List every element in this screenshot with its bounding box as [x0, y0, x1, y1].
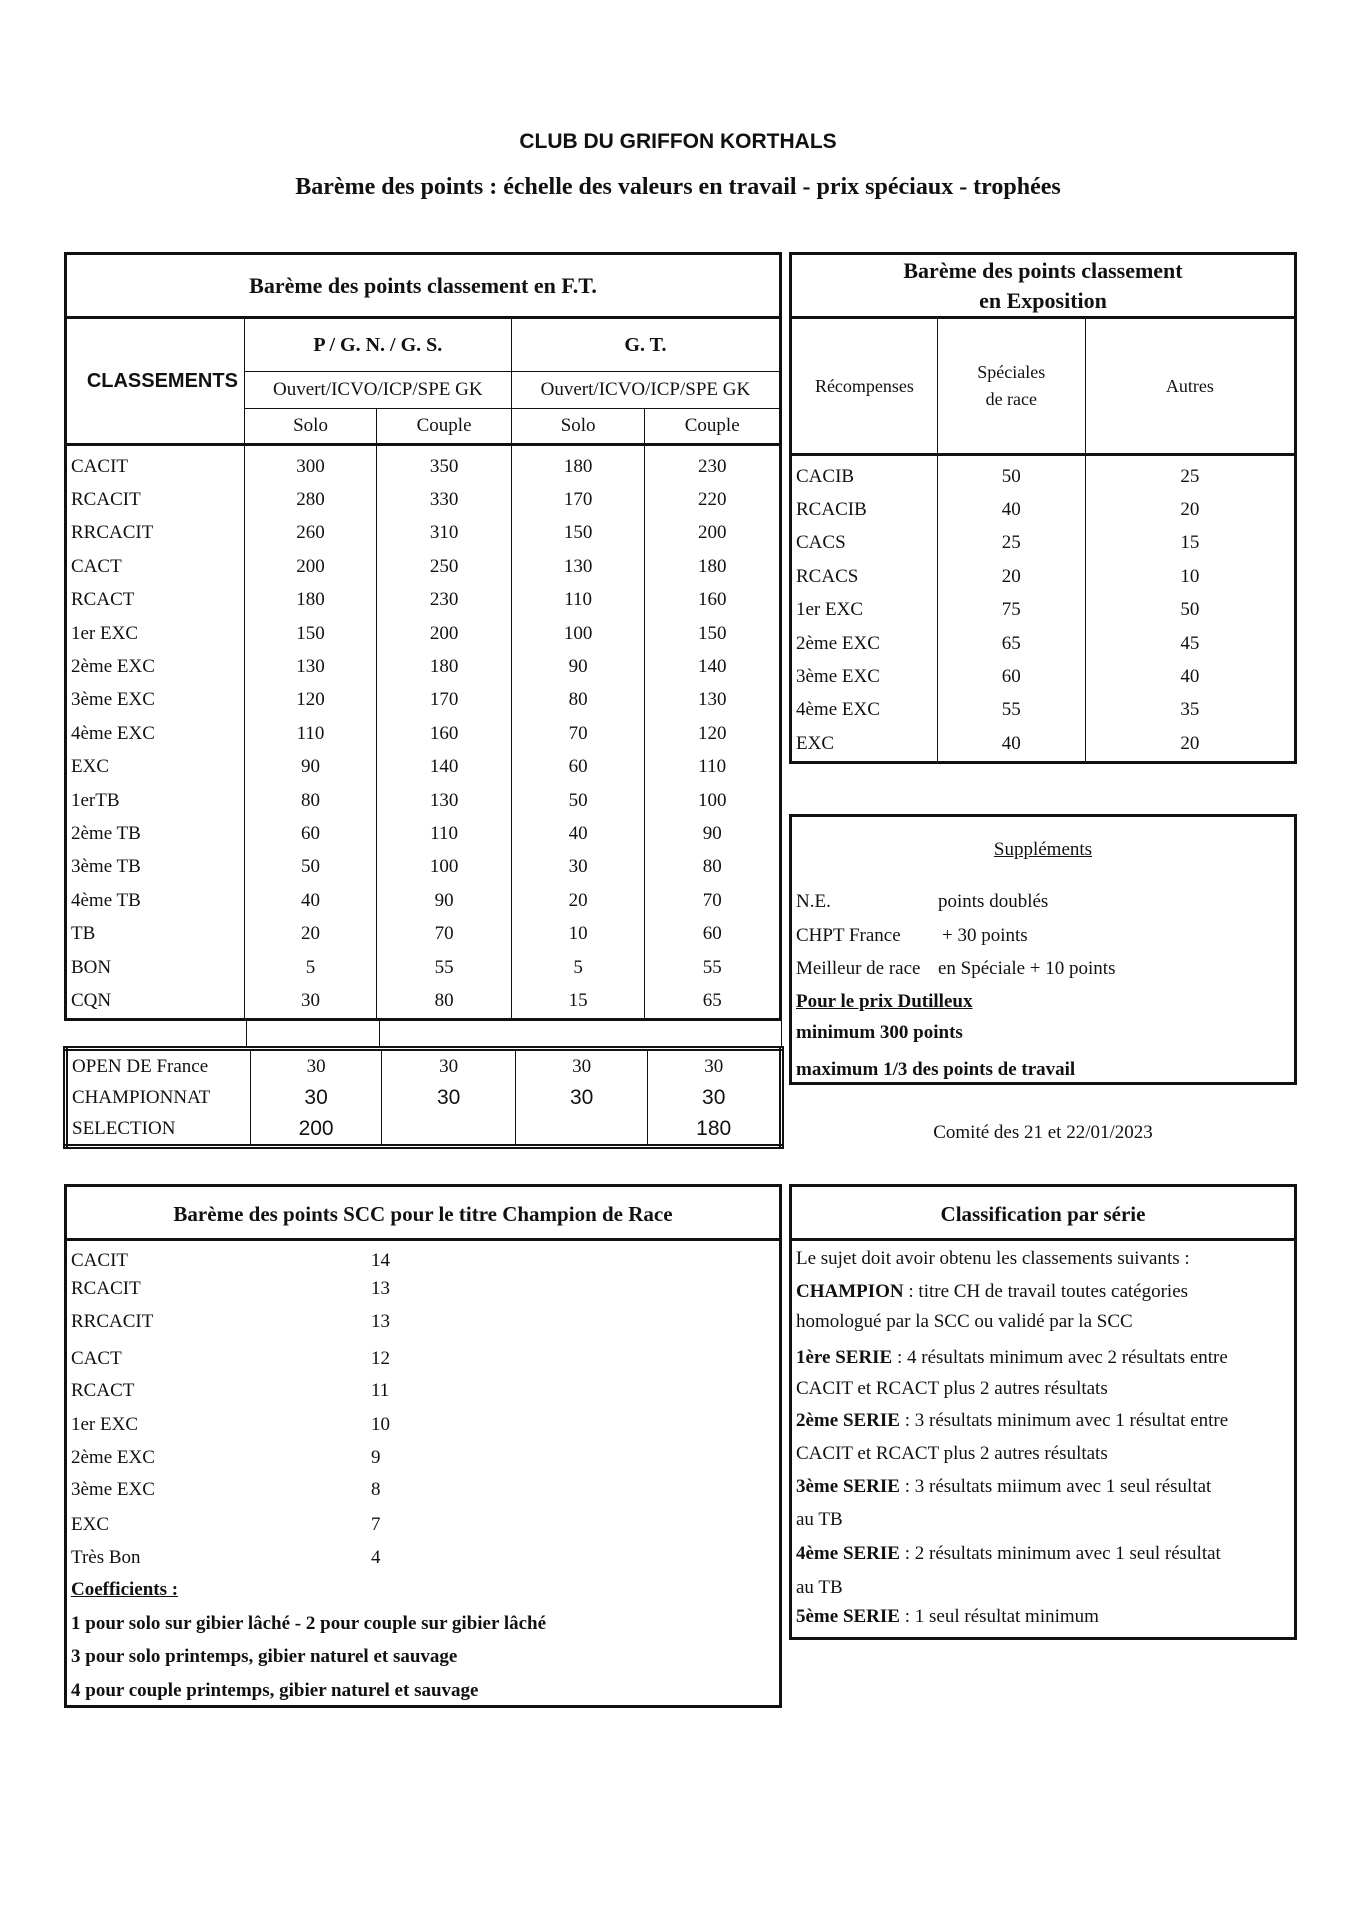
- scc-row-value: 11: [371, 1380, 390, 1401]
- ft-cell-value: 130: [377, 784, 512, 817]
- scc-champion-table: [64, 1184, 782, 1708]
- classements-header: CLASSEMENTS: [66, 318, 245, 445]
- open-cell-value: 30: [250, 1082, 382, 1113]
- serie-5: 5ème SERIE : 1 seul résultat minimum: [796, 1606, 1099, 1627]
- ft-row-label: TB: [66, 917, 245, 950]
- ft-table-row: [66, 684, 781, 717]
- expo-table-row: [791, 627, 1296, 660]
- ft-cell-value: 90: [377, 884, 512, 917]
- ft-cell-value: 55: [377, 951, 512, 984]
- ft-row-label: RCACIT: [66, 483, 245, 516]
- scc-row-label: CACIT: [71, 1250, 128, 1271]
- page-subtitle: Barème des points : échelle des valeurs en travail - prix spéciaux - trophées: [295, 174, 1061, 200]
- ft-table-row: [66, 851, 781, 884]
- open-cell-value: [515, 1113, 648, 1147]
- ft-table-row: [66, 984, 781, 1019]
- col-header-recompenses: Récompenses: [791, 318, 938, 455]
- ft-cell-value: 30: [511, 851, 645, 884]
- ft-cell-value: 260: [244, 517, 377, 550]
- col-header-autres: Autres: [1165, 375, 1214, 396]
- expo-table-row: [791, 527, 1296, 560]
- scc-row-label: RRCACIT: [71, 1311, 154, 1332]
- ft-cell-value: 40: [511, 817, 645, 850]
- club-title: CLUB DU GRIFFON KORTHALS: [519, 130, 837, 153]
- ft-table-row: [66, 817, 781, 850]
- scc-row-value: 13: [371, 1311, 390, 1332]
- ft-cell-value: 330: [377, 483, 512, 516]
- scc-row-value: 12: [371, 1348, 390, 1369]
- ft-cell-value: 50: [511, 784, 645, 817]
- subheader-ouvert-1: Ouvert/ICVO/ICP/SPE GK: [244, 372, 511, 409]
- ft-row-label: RCACT: [66, 584, 245, 617]
- expo-cell-value: 50: [1180, 599, 1200, 621]
- ft-cell-value: 120: [697, 722, 727, 744]
- ft-cell-value: 300: [244, 445, 377, 484]
- serie-4: 4ème SERIE : 2 résultats minimum avec 1 seul résultat: [796, 1543, 1221, 1564]
- open-cell-value: 30: [515, 1082, 648, 1113]
- ft-cell-value: 310: [377, 517, 512, 550]
- expo-cell-value: 75: [937, 594, 1085, 627]
- ft-cell-value: 5: [511, 951, 645, 984]
- expo-cell-value: 40: [937, 493, 1085, 526]
- ft-cell-value: 220: [697, 489, 727, 511]
- ft-cell-value: 65: [702, 989, 722, 1011]
- expo-cell-value: 55: [937, 694, 1085, 727]
- expo-cell-value: 45: [1180, 632, 1200, 654]
- ft-cell-value: 250: [377, 550, 512, 583]
- ft-row-label: CQN: [66, 984, 245, 1019]
- scc-row-label: RCACIT: [71, 1278, 141, 1299]
- scc-row-label: CACT: [71, 1348, 122, 1369]
- comite-date: Comité des 21 et 22/01/2023: [933, 1122, 1153, 1143]
- expo-table-row: [791, 660, 1296, 693]
- ft-points-table: [64, 252, 782, 1021]
- ft-cell-value: 150: [244, 617, 377, 650]
- scc-row-label: 2ème EXC: [71, 1447, 155, 1468]
- ft-cell-value: 150: [697, 622, 727, 644]
- ft-cell-value: 170: [511, 483, 645, 516]
- ft-row-label: EXC: [66, 751, 245, 784]
- scc-row-value: 8: [371, 1479, 381, 1500]
- open-cell-value: [382, 1113, 516, 1147]
- expo-cell-value: 25: [937, 527, 1085, 560]
- group-header-pgngs: P / G. N. / G. S.: [244, 318, 511, 372]
- ft-cell-value: 10: [511, 917, 645, 950]
- scc-row-label: RCACT: [71, 1380, 135, 1401]
- ft-cell-value: 90: [244, 751, 377, 784]
- ft-row-label: 4ème EXC: [66, 717, 245, 750]
- ft-cell-value: 30: [244, 984, 377, 1019]
- expo-table-row: [791, 594, 1296, 627]
- col-header-speciales: Spéciales de race: [937, 318, 1085, 455]
- expo-cell-value: 65: [937, 627, 1085, 660]
- ft-cell-value: 110: [377, 817, 512, 850]
- ft-table-row: [66, 884, 781, 917]
- ft-cell-value: 80: [244, 784, 377, 817]
- serie-4-cont: au TB: [796, 1577, 843, 1598]
- ft-cell-value: 170: [377, 684, 512, 717]
- ft-cell-value: 15: [511, 984, 645, 1019]
- scc-row-value: 10: [371, 1414, 390, 1435]
- expo-cell-value: 10: [1180, 565, 1200, 587]
- scc-row-label: 3ème EXC: [71, 1479, 155, 1500]
- serie-table-title: Classification par série: [792, 1187, 1294, 1241]
- ft-table-body: [66, 445, 781, 1020]
- coefficients-title: Coefficients :: [71, 1579, 179, 1600]
- expo-cell-value: 60: [937, 660, 1085, 693]
- serie-1-cont: CACIT et RCACT plus 2 autres résultats: [796, 1378, 1108, 1399]
- serie-classification-table: [789, 1184, 1297, 1640]
- open-cell-value: 30: [515, 1049, 648, 1083]
- open-row-label: CHAMPIONNAT: [66, 1082, 251, 1113]
- serie-3: 3ème SERIE : 3 résultats miimum avec 1 seul résultat: [796, 1476, 1212, 1497]
- scc-row-label: EXC: [71, 1514, 109, 1535]
- ft-cell-value: 60: [244, 817, 377, 850]
- ft-cell-value: 130: [511, 550, 645, 583]
- ft-table-row: [66, 917, 781, 950]
- scc-row-value: 13: [371, 1278, 390, 1299]
- supp-chpt-value: + 30 points: [942, 925, 1028, 946]
- ft-cell-value: 350: [377, 445, 512, 484]
- col-header-couple: Couple: [645, 409, 781, 445]
- coefficient-3: 4 pour couple printemps, gibier naturel et sauvage: [71, 1680, 479, 1701]
- expo-table-title: Barème des points classement en Exposition: [791, 254, 1296, 318]
- ft-row-label: CACIT: [66, 445, 245, 484]
- ft-cell-value: 70: [511, 717, 645, 750]
- ft-cell-value: 160: [697, 589, 727, 611]
- ft-cell-value: 80: [377, 984, 512, 1019]
- ft-cell-value: 150: [511, 517, 645, 550]
- expo-row-label: RCACIB: [791, 493, 938, 526]
- open-cell-value: 30: [382, 1049, 516, 1083]
- serie-2-cont: CACIT et RCACT plus 2 autres résultats: [796, 1443, 1108, 1464]
- ft-cell-value: 230: [645, 445, 781, 484]
- expo-cell-value: 40: [937, 727, 1085, 762]
- expo-points-table: [789, 252, 1297, 764]
- serie-1: 1ère SERIE : 4 résultats minimum avec 2 résultats entre: [796, 1347, 1228, 1368]
- ft-cell-value: 20: [244, 917, 377, 950]
- serie-champion-cont: homologué par la SCC ou validé par la SCC: [796, 1311, 1133, 1332]
- ft-table-row: [66, 445, 781, 484]
- expo-row-label: 3ème EXC: [791, 660, 938, 693]
- ft-cell-value: 110: [511, 584, 645, 617]
- expo-table-row: [791, 493, 1296, 526]
- ft-cell-value: 180: [244, 584, 377, 617]
- open-row-label: SELECTION: [66, 1113, 251, 1147]
- scc-row-value: 4: [371, 1547, 381, 1568]
- ft-row-label: 1erTB: [66, 784, 245, 817]
- expo-cell-value: 25: [1085, 455, 1295, 494]
- ft-table-row: [66, 751, 781, 784]
- serie-2: 2ème SERIE : 3 résultats minimum avec 1 résultat entre: [796, 1410, 1229, 1431]
- scc-row-value: 7: [371, 1514, 381, 1535]
- expo-table-row: [791, 560, 1296, 593]
- supp-minimum: minimum 300 points: [796, 1022, 963, 1043]
- ft-row-label: BON: [66, 951, 245, 984]
- open-cell-value: 30: [704, 1055, 724, 1077]
- ft-cell-value: 130: [244, 650, 377, 683]
- ft-cell-value: 120: [244, 684, 377, 717]
- expo-cell-value: 40: [1180, 666, 1200, 688]
- supp-ne-value: points doublés: [938, 891, 1049, 912]
- expo-row-label: 1er EXC: [791, 594, 938, 627]
- expo-table-row: [791, 694, 1296, 727]
- ft-cell-value: 55: [702, 956, 722, 978]
- expo-cell-value: 20: [1180, 732, 1200, 754]
- expo-cell-value: 20: [1180, 499, 1200, 521]
- scc-row-value: 14: [371, 1250, 390, 1271]
- ft-table-title: Barème des points classement en F.T.: [66, 254, 781, 318]
- ft-cell-value: 200: [697, 522, 727, 544]
- open-cell-value: 180: [696, 1116, 732, 1140]
- supplements-box: [789, 814, 1297, 1085]
- coefficient-1: 1 pour solo sur gibier lâché - 2 pour couple sur gibier lâché: [71, 1613, 547, 1634]
- ft-cell-value: 100: [697, 789, 727, 811]
- ft-cell-value: 60: [702, 923, 722, 945]
- ft-row-label: 2ème TB: [66, 817, 245, 850]
- ft-cell-value: 110: [244, 717, 377, 750]
- ft-table-row: [66, 650, 781, 683]
- supp-meilleur-value: en Spéciale + 10 points: [938, 958, 1116, 979]
- ft-table-row: [66, 617, 781, 650]
- open-cell-value: 30: [702, 1085, 726, 1109]
- expo-table-row: [791, 455, 1296, 494]
- scc-row-label: Très Bon: [71, 1547, 141, 1568]
- ft-table-row: [66, 584, 781, 617]
- expo-cell-value: 15: [1180, 532, 1200, 554]
- supp-chpt-label: CHPT France: [796, 925, 901, 946]
- expo-cell-value: 35: [1180, 699, 1200, 721]
- ft-table-row: [66, 951, 781, 984]
- open-cell-value: 30: [382, 1082, 516, 1113]
- supp-ne-label: N.E.: [796, 891, 831, 912]
- ft-cell-value: 280: [244, 483, 377, 516]
- ft-cell-value: 5: [244, 951, 377, 984]
- ft-row-label: 3ème EXC: [66, 684, 245, 717]
- scc-row-value: 9: [371, 1447, 381, 1468]
- open-row-label: OPEN DE France: [66, 1049, 251, 1083]
- ft-cell-value: 90: [702, 822, 722, 844]
- open-table-row: [66, 1113, 782, 1147]
- ft-row-label: 4ème TB: [66, 884, 245, 917]
- ft-table-row: [66, 517, 781, 550]
- scc-row-label: 1er EXC: [71, 1414, 139, 1435]
- ft-row-label: 1er EXC: [66, 617, 245, 650]
- open-table-row: [66, 1082, 782, 1113]
- open-cell-value: 200: [250, 1113, 382, 1147]
- supp-meilleur-label: Meilleur de race: [796, 958, 921, 979]
- ft-row-label: CACT: [66, 550, 245, 583]
- supp-maximum: maximum 1/3 des points de travail: [796, 1059, 1076, 1080]
- ft-table-row: [66, 550, 781, 583]
- ft-cell-value: 70: [377, 917, 512, 950]
- ft-cell-value: 100: [377, 851, 512, 884]
- ft-cell-value: 140: [697, 656, 727, 678]
- serie-champion: CHAMPION : titre CH de travail toutes catégories: [796, 1281, 1189, 1302]
- ft-table-row: [66, 483, 781, 516]
- ft-row-label: 2ème EXC: [66, 650, 245, 683]
- ft-table-row: [66, 784, 781, 817]
- ft-cell-value: 140: [377, 751, 512, 784]
- open-table-row: [66, 1049, 782, 1083]
- expo-row-label: RCACS: [791, 560, 938, 593]
- expo-table-row: [791, 727, 1296, 762]
- ft-cell-value: 200: [244, 550, 377, 583]
- ft-row-label: RRCACIT: [66, 517, 245, 550]
- scc-table-title: Barème des points SCC pour le titre Champion de Race: [67, 1187, 779, 1241]
- open-cell-value: 30: [250, 1049, 382, 1083]
- ft-cell-value: 180: [697, 555, 727, 577]
- ft-cell-value: 80: [702, 856, 722, 878]
- ft-cell-value: 50: [244, 851, 377, 884]
- col-header-solo: Solo: [244, 409, 377, 445]
- expo-row-label: CACIB: [791, 455, 938, 494]
- ft-cell-value: 70: [702, 889, 722, 911]
- expo-row-label: EXC: [791, 727, 938, 762]
- ft-row-label: 3ème TB: [66, 851, 245, 884]
- ft-cell-value: 130: [697, 689, 727, 711]
- group-header-gt: G. T.: [624, 333, 667, 356]
- supp-dutilleux: Pour le prix Dutilleux: [796, 991, 973, 1012]
- serie-3-cont: au TB: [796, 1509, 843, 1530]
- expo-cell-value: 20: [937, 560, 1085, 593]
- expo-row-label: CACS: [791, 527, 938, 560]
- ft-spacer: [246, 1018, 782, 1046]
- ft-cell-value: 60: [511, 751, 645, 784]
- ft-cell-value: 230: [377, 584, 512, 617]
- ft-cell-value: 110: [698, 756, 727, 778]
- col-header-solo: Solo: [511, 409, 645, 445]
- col-header-couple: Couple: [377, 409, 512, 445]
- ft-cell-value: 80: [511, 684, 645, 717]
- coefficient-2: 3 pour solo printemps, gibier naturel et sauvage: [71, 1646, 458, 1667]
- ft-cell-value: 100: [511, 617, 645, 650]
- ft-cell-value: 40: [244, 884, 377, 917]
- ft-cell-value: 160: [377, 717, 512, 750]
- ft-cell-value: 200: [377, 617, 512, 650]
- serie-intro: Le sujet doit avoir obtenu les classements suivants :: [796, 1248, 1190, 1269]
- open-championnat-table: [63, 1046, 784, 1149]
- ft-cell-value: 180: [377, 650, 512, 683]
- ft-cell-value: 90: [511, 650, 645, 683]
- supplements-title: Suppléments: [993, 839, 1093, 860]
- ft-cell-value: 180: [511, 445, 645, 484]
- expo-row-label: 4ème EXC: [791, 694, 938, 727]
- expo-row-label: 2ème EXC: [791, 627, 938, 660]
- ft-table-row: [66, 717, 781, 750]
- expo-cell-value: 50: [937, 455, 1085, 494]
- subheader-ouvert-2: Ouvert/ICVO/ICP/SPE GK: [511, 372, 780, 409]
- ft-cell-value: 20: [511, 884, 645, 917]
